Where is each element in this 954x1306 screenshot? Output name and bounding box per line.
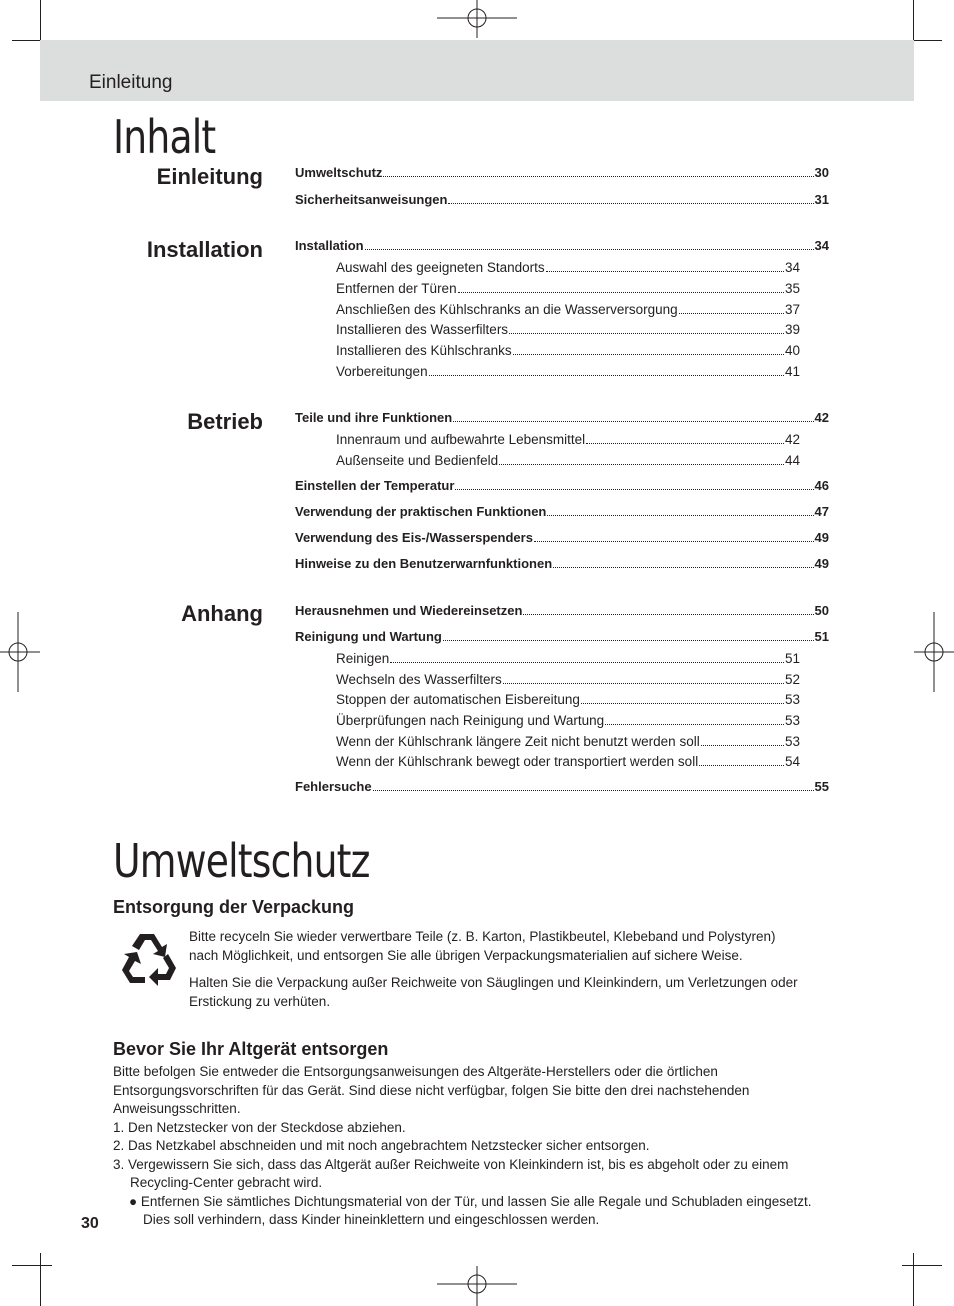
toc-entry-text: Verwendung der praktischen Funktionen: [295, 504, 547, 519]
toc-entry-page: 51: [784, 651, 800, 666]
toc-entry-page: 35: [784, 281, 800, 296]
toc-entry-text: Vorbereitungen: [336, 364, 428, 379]
toc-entry-page: 53: [784, 713, 800, 728]
toc-entry-page: 41: [784, 364, 800, 379]
toc-entry-text: Einstellen der Temperatur: [295, 478, 455, 493]
crop-mark-br-v: [913, 1253, 914, 1306]
toc-subentry[interactable]: [336, 364, 800, 379]
bullet-item: ● Entfernen Sie sämtliches Dichtungsmaterial von der Tür, und lassen Sie alle Regale und Schubladen eingesetzt.: [129, 1193, 812, 1209]
registration-mark-right: [914, 612, 954, 692]
toc-subentry[interactable]: [336, 322, 800, 337]
section-heading-altgeraet: Bevor Sie Ihr Altgerät entsorgen: [113, 1039, 389, 1059]
text-line: Anweisungsschritten.: [113, 1101, 241, 1116]
toc-subentry[interactable]: [336, 713, 800, 728]
page-title-inhalt: Inhalt: [113, 110, 216, 164]
toc-subentry[interactable]: [336, 432, 800, 447]
toc-entry-text: Stoppen der automatischen Eisbereitung: [336, 692, 580, 707]
toc-entry-page: 52: [784, 672, 800, 687]
toc-entry-text: Überprüfungen nach Reinigung und Wartung: [336, 713, 605, 728]
step-3-cont: Recycling-Center gebracht wird.: [130, 1175, 323, 1190]
toc-entry-text: Installieren des Kühlschranks: [336, 343, 512, 358]
verpackung-paragraph-2: [189, 973, 798, 1011]
toc-entry-text: Auswahl des geeigneten Standorts: [336, 260, 545, 275]
toc-entry[interactable]: [295, 779, 829, 794]
verpackung-paragraph-1: [189, 927, 776, 965]
toc-entry-text: Reinigen: [336, 651, 390, 666]
toc-subentry[interactable]: [336, 672, 800, 687]
registration-mark-top: [437, 0, 517, 40]
header-bar: [40, 40, 914, 101]
toc-entry-page: 31: [814, 192, 829, 207]
toc-entry[interactable]: [295, 478, 829, 493]
toc-entry-page: 51: [814, 629, 829, 644]
altgeraet-body: [113, 1063, 812, 1230]
toc-entry-text: Reinigung und Wartung: [295, 629, 442, 644]
toc-entry-page: 55: [814, 779, 829, 794]
toc-entry-page: 46: [814, 478, 829, 493]
toc-entry-page: 40: [784, 343, 800, 358]
toc-entry-page: 42: [814, 410, 829, 425]
toc-entry-page: 47: [814, 504, 829, 519]
toc-entry[interactable]: [295, 165, 829, 180]
toc-subentry[interactable]: [336, 651, 800, 666]
toc-entry-page: 34: [814, 238, 829, 253]
toc-entry-page: 49: [814, 530, 829, 545]
toc-entry-text: Wechseln des Wasserfilters: [336, 672, 502, 687]
toc-entry[interactable]: [295, 603, 829, 618]
bullet-item-cont: Dies soll verhindern, dass Kinder hineinklettern und eingeschlossen werden.: [143, 1212, 600, 1227]
text-line: Entsorgungsvorschriften für das Gerät. Sind diese nicht verfügbar, folgen Sie bitte den drei nachstehenden: [113, 1082, 750, 1098]
registration-mark-bottom: [437, 1266, 517, 1306]
toc-entry-page: 53: [784, 692, 800, 707]
toc-entry-page: 50: [814, 603, 829, 618]
toc-entry-text: Installieren des Wasserfilters: [336, 322, 509, 337]
step-2: 2. Das Netzkabel abschneiden und mit noch angebrachtem Netzstecker sicher entsorgen.: [113, 1138, 650, 1153]
toc-heading-installation: Installation: [146, 237, 263, 262]
toc-entry-text: Umweltschutz: [295, 165, 383, 180]
toc-subentry[interactable]: [336, 302, 800, 317]
header-label: Einleitung: [89, 72, 173, 93]
toc-entry[interactable]: [295, 629, 829, 644]
toc-entry-page: 44: [784, 453, 800, 468]
text-line: nach Möglichkeit, und entsorgen Sie alle übrigen Verpackungsmaterialien auf sichere Weise.: [189, 948, 743, 963]
toc-subentry[interactable]: [336, 260, 800, 275]
text-line: Bitte befolgen Sie entweder die Entsorgungsanweisungen des Altgeräte-Herstellers oder die örtlichen: [113, 1064, 718, 1079]
toc-entry-page: 34: [784, 260, 800, 275]
toc-entry[interactable]: [295, 530, 829, 545]
toc-entry-text: Wenn der Kühlschrank bewegt oder transportiert werden soll: [336, 754, 699, 769]
toc-subentry[interactable]: [336, 692, 800, 707]
toc-subentry[interactable]: [336, 343, 800, 358]
section-heading-verpackung: Entsorgung der Verpackung: [113, 897, 355, 917]
toc-entry[interactable]: [295, 410, 829, 425]
toc-entry[interactable]: [295, 556, 829, 571]
toc-entry-text: Sicherheitsanweisungen: [295, 192, 448, 207]
toc-subentry[interactable]: [336, 754, 800, 769]
text-line: Bitte recyceln Sie wieder verwertbare Teile (z. B. Karton, Plastikbeutel, Klebeband und Polystyren): [189, 929, 776, 944]
crop-mark-bl-v: [40, 1253, 41, 1306]
toc-entry-text: Innenraum und aufbewahrte Lebensmittel: [336, 432, 586, 447]
toc-entry-page: 30: [814, 165, 829, 180]
toc-entry[interactable]: [295, 238, 829, 253]
toc-entry[interactable]: [295, 192, 829, 207]
crop-mark-bl-h: [12, 1265, 52, 1266]
toc-entry-text: Verwendung des Eis-/Wasserspenders: [295, 530, 533, 545]
toc-entry-text: Entfernen der Türen: [336, 281, 457, 296]
crop-mark-br-h: [902, 1265, 942, 1266]
toc-entry-page: 49: [814, 556, 829, 571]
text-line: Erstickung zu verhüten.: [189, 994, 331, 1009]
step-3: 3. Vergewissern Sie sich, dass das Altgerät außer Reichweite von Kleinkindern ist, bis es abgeholt oder zu einem: [113, 1156, 789, 1172]
toc-heading-einleitung: Einleitung: [156, 164, 263, 189]
toc-entry-text: Fehlersuche: [295, 779, 372, 794]
toc-entry-text: Wenn der Kühlschrank längere Zeit nicht benutzt werden soll: [336, 734, 700, 749]
toc-entry-text: Teile und ihre Funktionen: [295, 410, 453, 425]
toc-entry-text: Herausnehmen und Wiedereinsetzen: [295, 603, 523, 618]
toc-entry-page: 54: [784, 754, 800, 769]
toc-heading-anhang: Anhang: [181, 601, 263, 626]
toc-entry-text: Hinweise zu den Benutzerwarnfunktionen: [295, 556, 553, 571]
toc-entry-text: Anschließen des Kühlschranks an die Wasserversorgung: [336, 302, 678, 317]
page-number: 30: [81, 1215, 99, 1232]
toc-entry-page: 39: [784, 322, 800, 337]
recycle-icon: [118, 930, 180, 990]
toc-entry-page: 42: [784, 432, 800, 447]
toc-entry-text: Installation: [295, 238, 364, 253]
toc-entry[interactable]: [295, 504, 829, 519]
text-line: Halten Sie die Verpackung außer Reichweite von Säuglingen und Kleinkindern, um Verletzungen oder: [189, 975, 798, 990]
toc-entry-page: 53: [784, 734, 800, 749]
toc-subentry[interactable]: [336, 734, 800, 749]
step-1: 1. Den Netzstecker von der Steckdose abziehen.: [113, 1119, 406, 1135]
toc-subentry[interactable]: [336, 281, 800, 296]
registration-mark-left: [0, 612, 40, 692]
toc-subentry[interactable]: [336, 453, 800, 468]
page-title-umweltschutz: Umweltschutz: [113, 834, 370, 888]
toc-heading-betrieb: Betrieb: [187, 409, 263, 434]
toc-entry-text: Außenseite und Bedienfeld: [336, 453, 499, 468]
toc-entry-page: 37: [784, 302, 800, 317]
